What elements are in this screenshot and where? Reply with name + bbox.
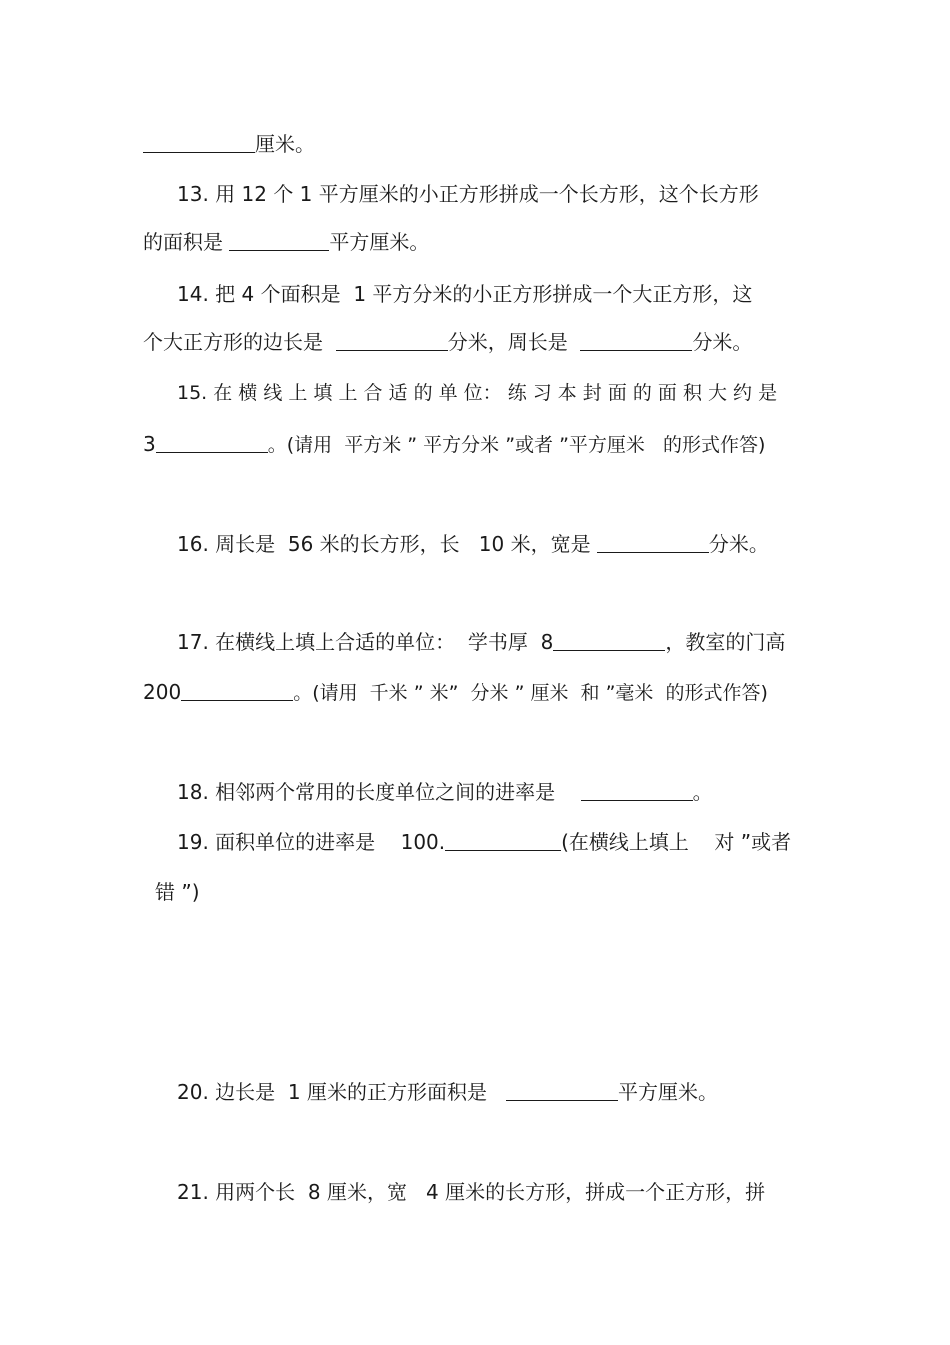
question-text: 3: [143, 432, 156, 456]
answer-blank[interactable]: [445, 830, 561, 851]
question-18: [0, 776, 950, 808]
question-text: 18. 相邻两个常用的长度单位之间的进率是: [177, 780, 581, 804]
question-text: 分米。: [692, 330, 753, 354]
question-text: 分米，周长是: [447, 330, 581, 354]
answer-blank[interactable]: [553, 630, 665, 651]
question-text: 19. 面积单位的进率是 100.: [177, 830, 446, 854]
answer-blank[interactable]: [581, 780, 693, 801]
question-text: 。(请用 千米 ” 米” 分米 ” 厘米 和 ”毫米 的形式作答): [293, 682, 768, 704]
line-text: 厘米。: [255, 132, 315, 156]
question-text: 13. 用 12 个 1 平方厘米的小正方形拼成一个长方形，这个长方形: [177, 182, 759, 206]
answer-blank[interactable]: [229, 230, 329, 251]
line-answer-cm: [0, 128, 950, 160]
answer-blank[interactable]: [143, 132, 255, 153]
answer-blank[interactable]: [181, 680, 293, 701]
answer-blank[interactable]: [597, 532, 709, 553]
answer-blank[interactable]: [336, 330, 448, 351]
question-text: 个大正方形的边长是: [143, 330, 336, 354]
question-text: 平方厘米。: [618, 1080, 719, 1104]
question-text: 20. 边长是 1 厘米的正方形面积是: [177, 1080, 507, 1104]
question-text: 。(请用 平方米 ” 平方分米 ”或者 ”平方厘米 的形式作答): [267, 434, 766, 456]
question-text: ，教室的门高: [665, 630, 786, 654]
question-text: 分米。: [708, 532, 769, 556]
question-14-line-2: [0, 326, 950, 358]
question-15-line-2: [0, 428, 950, 460]
answer-blank[interactable]: [156, 432, 268, 453]
answer-blank[interactable]: [580, 330, 692, 351]
question-text: 16. 周长是 56 米的长方形，长 10 米，宽是: [177, 532, 597, 556]
question-text: 17. 在横线上填上合适的单位： 学书厚 8: [177, 630, 554, 654]
question-21: [0, 1176, 950, 1208]
question-17-line-1: [0, 626, 950, 658]
question-text: 。: [692, 780, 713, 804]
question-17-line-2: [0, 676, 950, 708]
question-text: 的面积是: [143, 230, 230, 254]
question-text: 15. 在 横 线 上 填 上 合 适 的 单 位： 练 习 本 封 面 的 面 积 大 约 是: [177, 382, 778, 404]
question-13-line-1: [0, 178, 950, 210]
question-13-line-2: [0, 226, 950, 258]
question-14-line-1: [0, 278, 950, 310]
answer-blank[interactable]: [506, 1080, 618, 1101]
question-text: 14. 把 4 个面积是 1 平方分米的小正方形拼成一个大正方形，这: [177, 282, 753, 306]
question-19-line-1: [0, 826, 950, 858]
question-text: 21. 用两个长 8 厘米，宽 4 厘米的长方形，拼成一个正方形，拼: [177, 1180, 766, 1204]
question-19-line-2: [0, 876, 950, 908]
question-text: 平方厘米。: [329, 230, 430, 254]
question-20: [0, 1076, 950, 1108]
question-16: [0, 528, 950, 560]
question-15-line-1: [0, 376, 950, 408]
question-text: 200: [143, 680, 182, 704]
question-text: (在横线上填上 对 ”或者: [561, 830, 792, 854]
question-text: 错 ”): [155, 880, 200, 904]
